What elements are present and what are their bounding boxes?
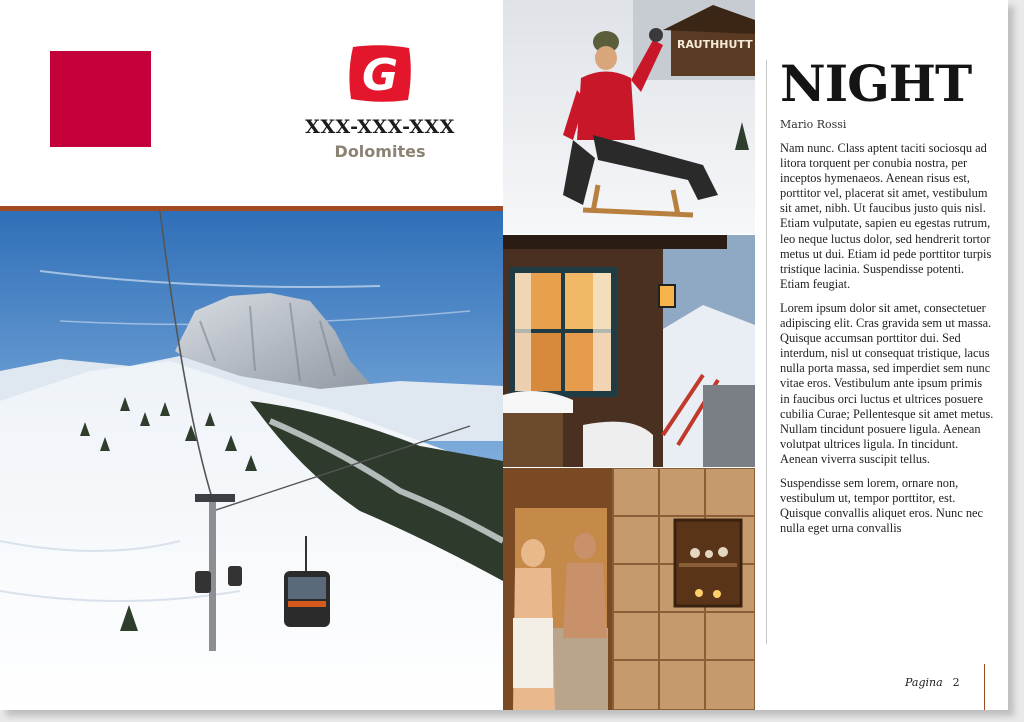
footer-accent-line [984,664,985,710]
left-page [0,0,503,710]
ski-lift-photo [0,211,503,710]
article-paragraph: Nam nunc. Class aptent taciti sociosqu ad litora torquent per conubia nostra, per inceptos hymenaeos. Aenean risus est, porttitor vel, placerat sit amet, vestibulum sit amet, nibh. Ut faucibus justo quis nisl. Etiam vulputate, sapien eu egestas rutrum, leo neque luctus dolor, sed hendrerit tortor metus ut dui. Etiam id pede porttitor turpis tristique lacinia. Suspendisse potenti. Etiam feugiat. [780,141,992,291]
article-title: NIGHT [780,54,972,113]
brand-region: Dolomites [334,142,426,161]
brand-logo-icon [347,43,413,104]
page-label: Pagina [905,676,943,689]
article-paragraph: Lorem ipsum dolor sit amet, consectetuer adipiscing elit. Cras gravida sem ut massa. Quisque accumsan porttitor dui. Sed interdum, nisl ut consequat tristique, lacus nulla porta massa, sed imperdiet sem nunc vitae eros. Vestibulum ante ipsum primis in faucibus orci luctus et ultrices posuere cubilia Curae; Pellentesque sit amet metus. Nullam tincidunt posuere ligula. Aenean volutpat ultrices ligula. In tincidunt. Aenean viverra suscipit tellus. [780,300,994,466]
brand-code: XXX-XXX-XXX [305,116,455,138]
page-footer [905,676,960,689]
photo-column [503,0,755,710]
page-number: 2 [952,676,960,689]
article [764,54,994,545]
sledding-photo [503,0,755,234]
article-author: Mario Rossi [780,118,847,131]
sauna-photo [503,468,755,710]
hut-window-photo [503,235,755,467]
svg-text:RAUTHHUTT: RAUTHHUTT [677,38,753,51]
color-block [50,51,151,147]
brand-logo-letter: G [361,50,399,101]
article-paragraph: Suspendisse sem lorem, ornare non, vestibulum ut, tempor porttitor, est. Quisque convallis aliquet eros. Nunc nec nulla eget urna convallis [780,475,984,536]
